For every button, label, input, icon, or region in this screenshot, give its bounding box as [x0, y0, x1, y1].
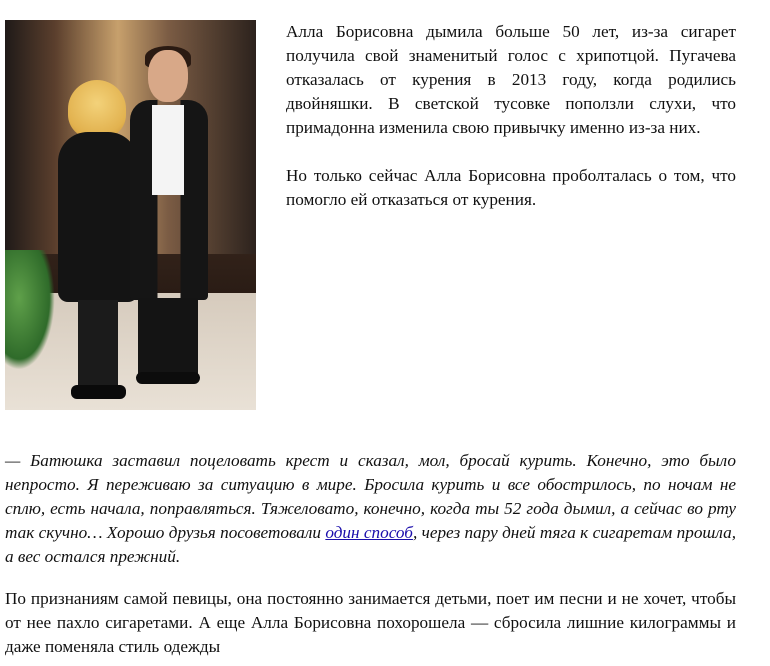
intro-text	[286, 20, 736, 236]
intro-paragraph-1: Алла Борисовна дымила больше 50 лет, из-за сигарет получила свой знаменитый голос с хрипотцой. Пугачева отказалась от курения в 2013 году, когда родились двойняшки. В светской тусовке поползли слухи, что примадонна изменила свою привычку именно из-за них.	[286, 22, 736, 137]
one-method-link[interactable]: один способ	[325, 523, 413, 542]
bottom-paragraph: По признаниям самой певицы, она постоянно занимается детьми, поет им песни и не хочет, чтобы от нее пахло сигаретами. А еще Алла Борисовна похорошела — сбросила лишние килограммы и даже поменяла стиль одежды	[5, 589, 736, 656]
quote-paragraph	[5, 449, 736, 569]
intro-paragraph-2: Но только сейчас Алла Борисовна проболталась о том, что помогло ей отказаться от курения.	[286, 166, 736, 209]
quote-text-after-link: , через пару дней тяга к сигаретам прошла, а вес остался прежний.	[5, 523, 736, 566]
photo-man-figure	[130, 50, 210, 390]
quote-text-before-link: — Батюшка заставил поцеловать крест и сказал, мол, бросай курить. Конечно, это было непросто. Я переживаю за ситуацию в мире. Бросила курить и все обострилось, по ночам не сплю, есть начала, поправляться. Тяжеловато, конечно, когда ты 52 года дымил, а сейчас во рту так скучно… Хорошо друзья посоветовали	[5, 451, 736, 542]
article-photo	[5, 20, 256, 410]
photo-plant	[5, 250, 55, 370]
